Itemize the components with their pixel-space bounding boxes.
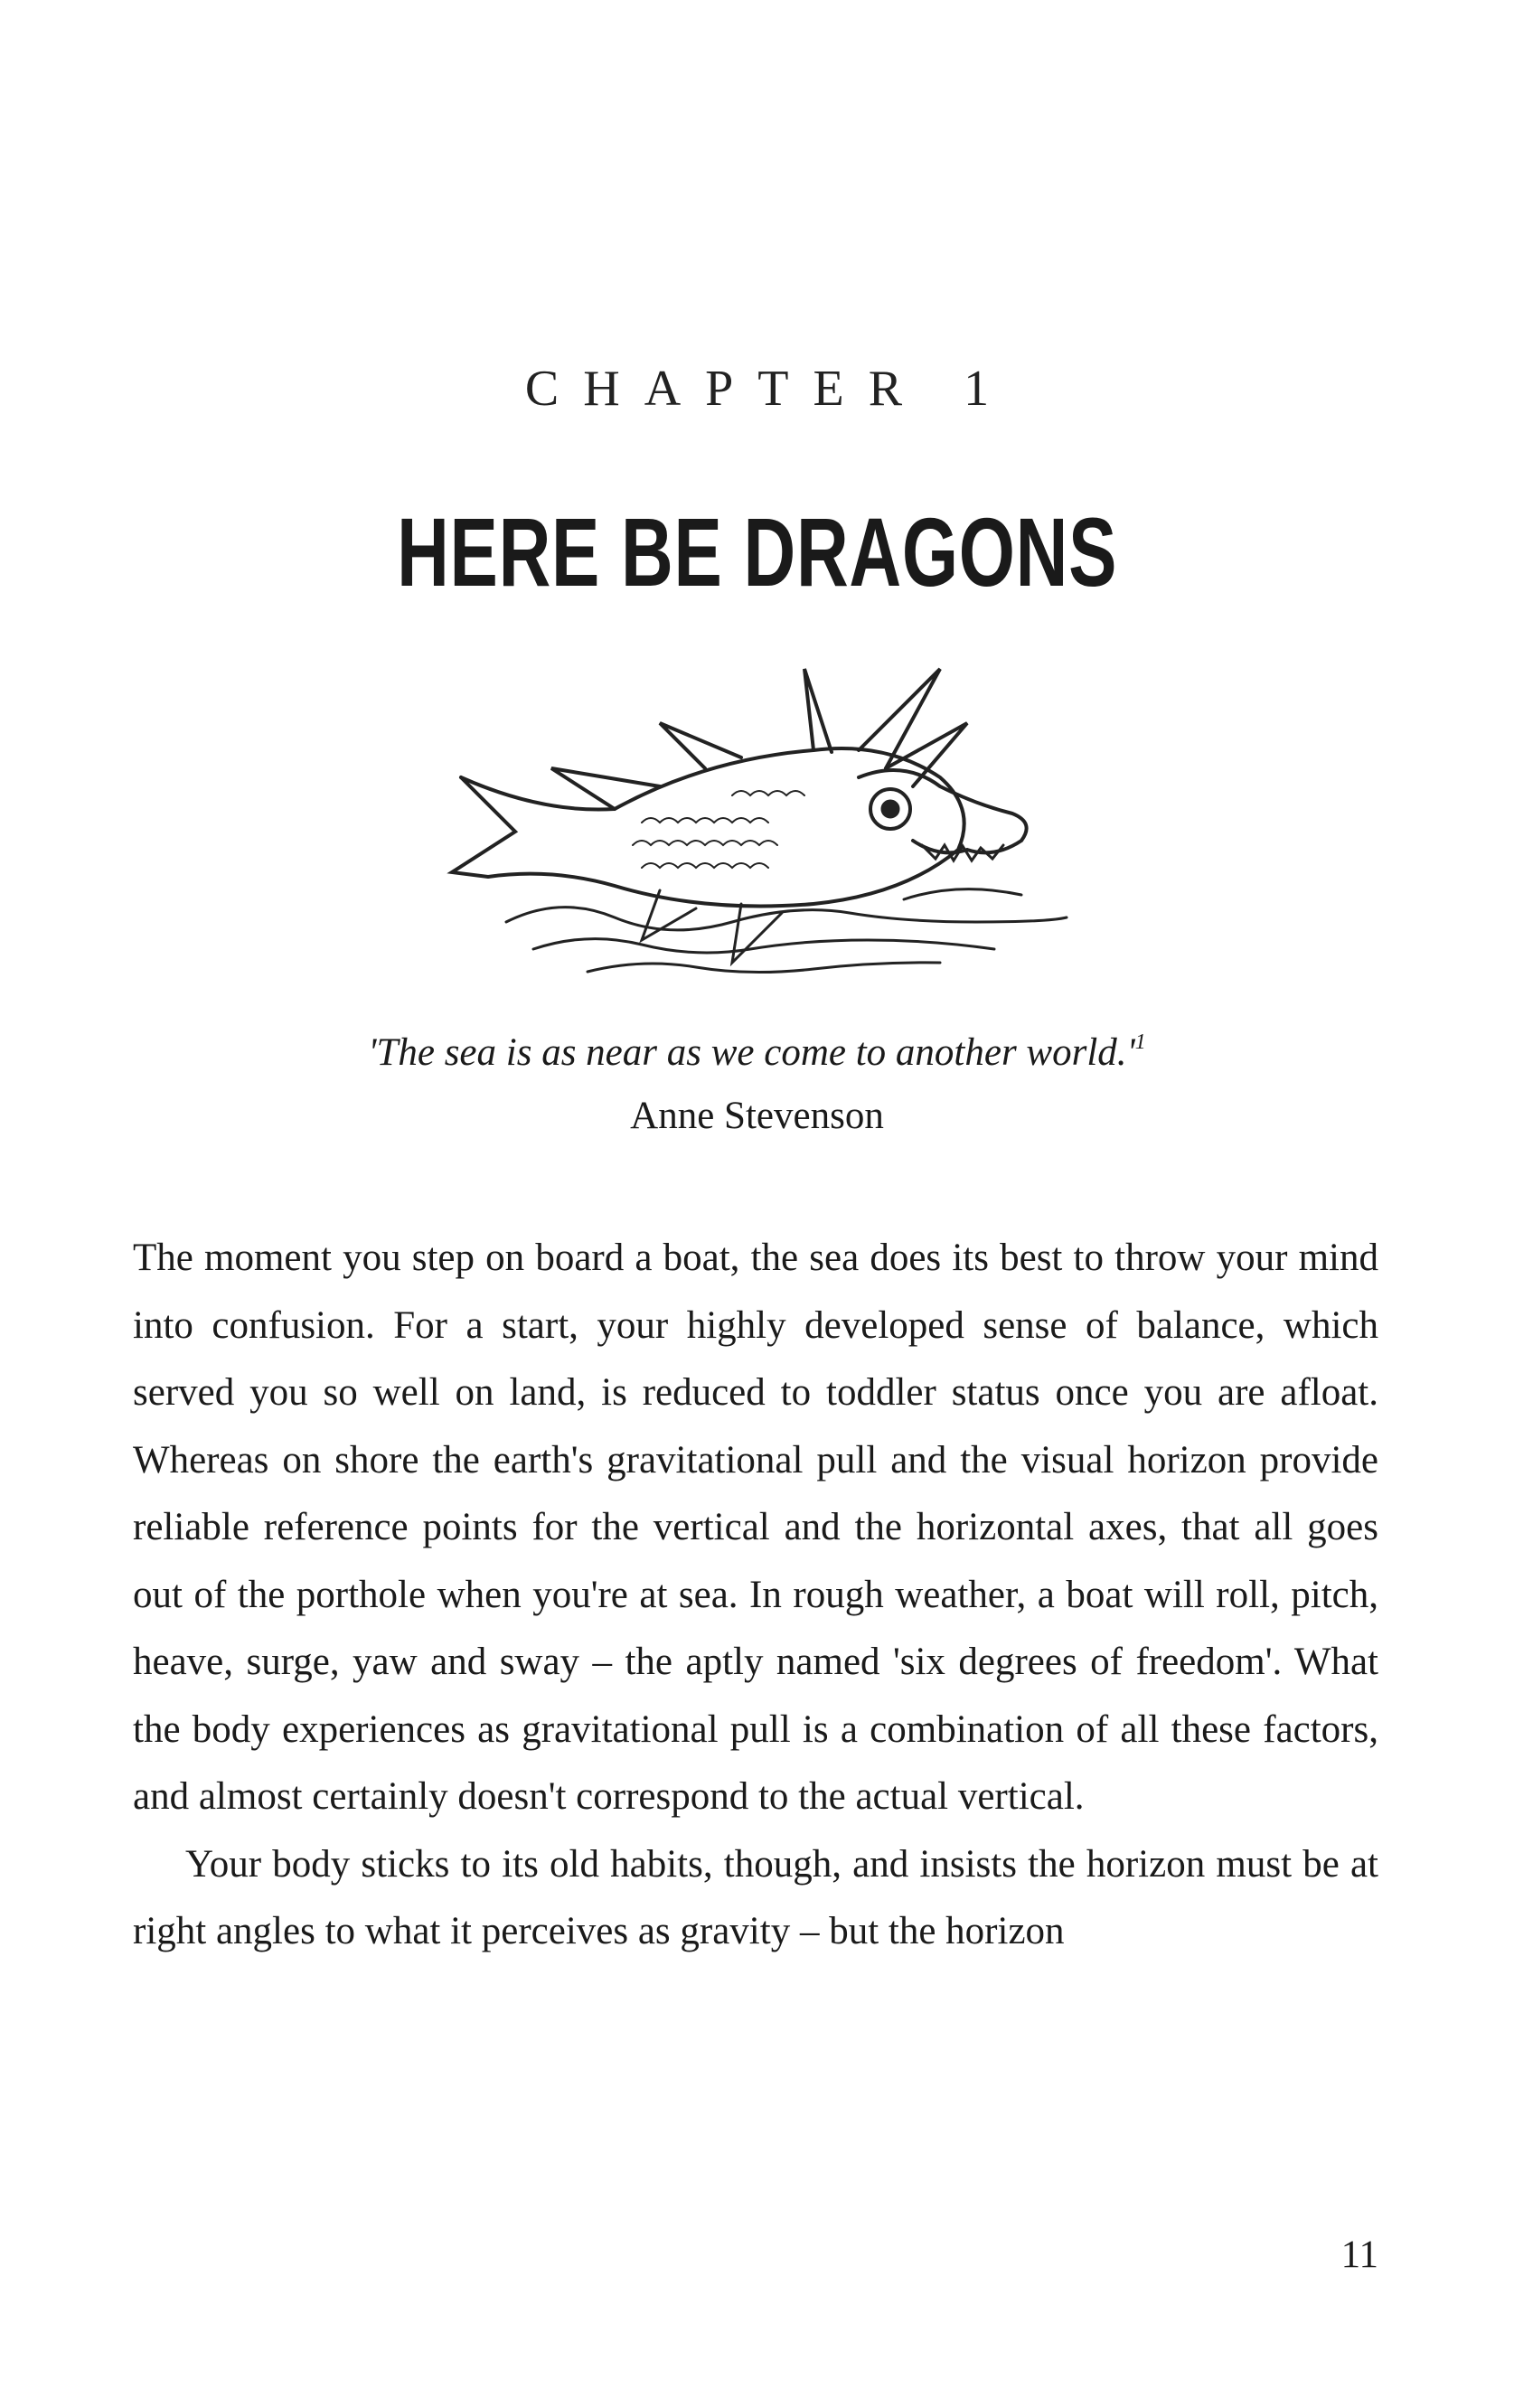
epigraph <box>0 1021 1514 1148</box>
paragraph: The moment you step on board a boat, the sea does its best to throw your mind into confusion. For a start, your highly developed sense of balance, which served you so well on land, is reduced to toddler status once you are afloat. Whereas on shore the earth's gravitational pull and the visual horizon provide reliable reference points for the vertical and the horizontal axes, that all goes out of the porthole when you're at sea. In rough weather, a boat will roll, pitch, heave, surge, yaw and sway – the aptly named 'six degrees of freedom'. What the body experiences as gravitational pull is a combination of all these factors, and almost certainly doesn't correspond to the actual vertical. <box>133 1237 1378 1818</box>
footnote-marker: 1 <box>1134 1030 1146 1054</box>
epigraph-quote-text: 'The sea is as near as we come to another world.' <box>368 1031 1135 1074</box>
epigraph-quote <box>0 1021 1514 1085</box>
paragraph: Your body sticks to its old habits, though, and insists the horizon must be at right angles to what it perceives as gravity – but the horizon <box>133 1842 1378 1952</box>
epigraph-author: Anne Stevenson <box>630 1095 884 1137</box>
chapter-title: HERE BE DRAGONS <box>397 497 1118 607</box>
body-text <box>133 1225 1378 1966</box>
chapter-label: CHAPTER 1 <box>524 361 1014 417</box>
sea-dragon-illustration-icon <box>434 651 1085 985</box>
page-number: 11 <box>1340 2234 1378 2276</box>
